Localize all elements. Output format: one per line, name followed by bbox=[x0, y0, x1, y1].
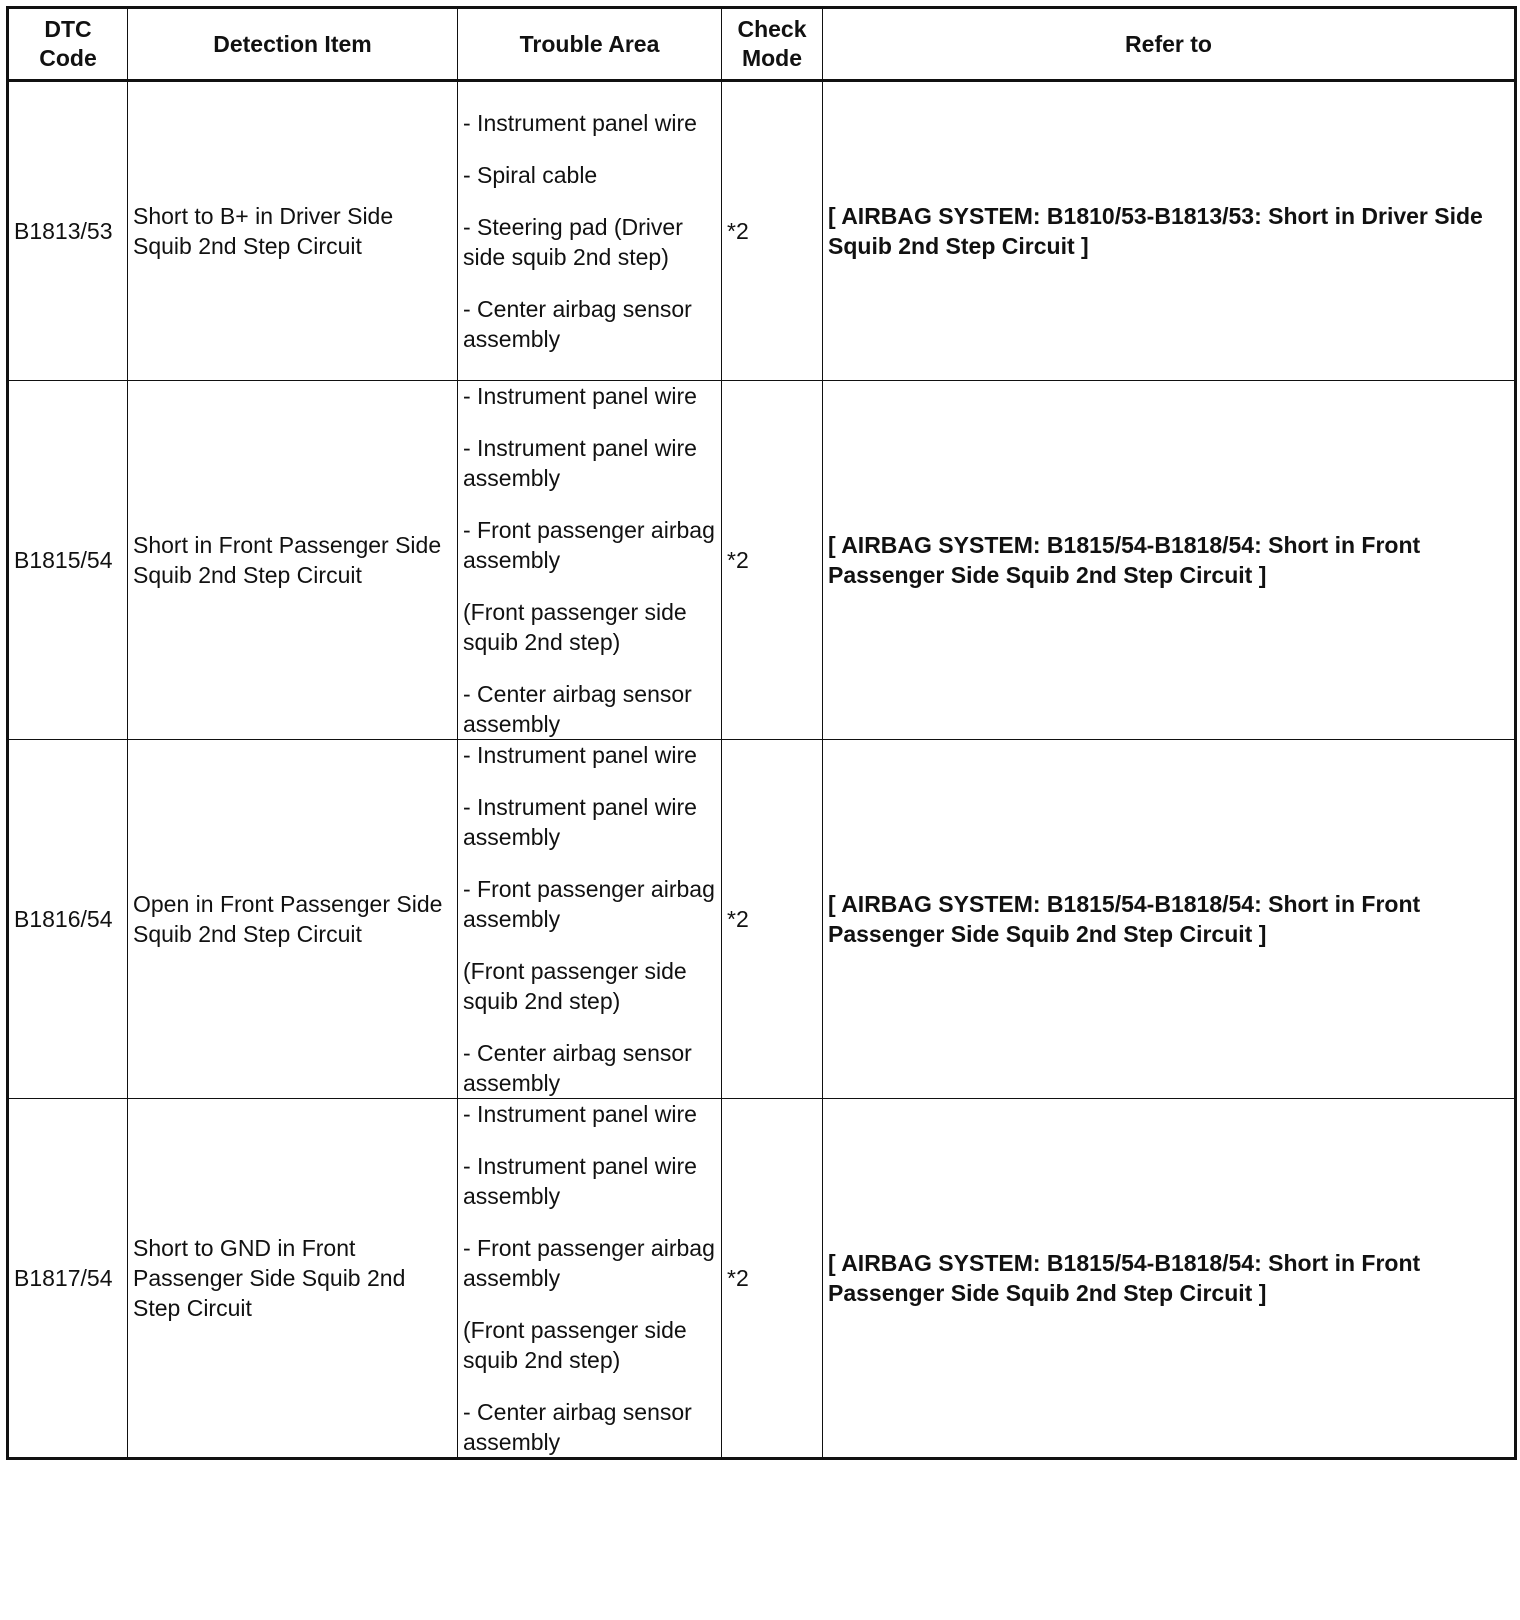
table-row bbox=[8, 1099, 1516, 1459]
dtc-code-cell: B1816/54 bbox=[8, 740, 128, 1099]
detection-item-cell: Open in Front Passenger Side Squib 2nd Step Circuit bbox=[128, 740, 458, 1099]
detection-item-cell: Short to GND in Front Passenger Side Squib 2nd Step Circuit bbox=[128, 1099, 458, 1459]
trouble-area-item: - Center airbag sensor assembly bbox=[463, 1040, 692, 1096]
dtc-code-cell: B1817/54 bbox=[8, 1099, 128, 1459]
detection-item-cell: Short in Front Passenger Side Squib 2nd Step Circuit bbox=[128, 381, 458, 740]
check-mode-cell: *2 bbox=[722, 740, 823, 1099]
check-mode-cell: *2 bbox=[722, 381, 823, 740]
header-check-mode bbox=[722, 8, 823, 81]
trouble-area-item: (Front passenger side squib 2nd step) bbox=[463, 958, 687, 1014]
trouble-area-item: - Instrument panel wire bbox=[463, 742, 697, 768]
header-refer-to: Refer to bbox=[823, 8, 1516, 81]
trouble-area-item: - Instrument panel wire bbox=[463, 383, 697, 409]
refer-to-link[interactable]: [ AIRBAG SYSTEM: B1815/54-B1818/54: Short in Front Passenger Side Squib 2nd Step Circuit ] bbox=[823, 740, 1516, 1099]
trouble-area-cell bbox=[458, 81, 722, 381]
trouble-area-item: - Instrument panel wire assembly bbox=[463, 435, 697, 491]
trouble-area-item: - Front passenger airbag assembly bbox=[463, 517, 715, 573]
dtc-table bbox=[6, 6, 1517, 1460]
header-detection-item: Detection Item bbox=[128, 8, 458, 81]
check-mode-cell: *2 bbox=[722, 81, 823, 381]
header-dtc-code-line-2: Code bbox=[39, 45, 97, 71]
trouble-area-item: - Front passenger airbag assembly bbox=[463, 876, 715, 932]
header-check-mode-line-1: Check bbox=[737, 16, 807, 42]
header-dtc-code bbox=[8, 8, 128, 81]
check-mode-cell: *2 bbox=[722, 1099, 823, 1459]
detection-item-cell: Short to B+ in Driver Side Squib 2nd Step Circuit bbox=[128, 81, 458, 381]
trouble-area-cell bbox=[458, 740, 722, 1099]
trouble-area-item: - Front passenger airbag assembly bbox=[463, 1235, 715, 1291]
header-check-mode-line-2: Mode bbox=[741, 45, 803, 71]
refer-to-link[interactable]: [ AIRBAG SYSTEM: B1810/53-B1813/53: Short in Driver Side Squib 2nd Step Circuit ] bbox=[823, 81, 1516, 381]
dtc-code-cell: B1813/53 bbox=[8, 81, 128, 381]
refer-to-link[interactable]: [ AIRBAG SYSTEM: B1815/54-B1818/54: Short in Front Passenger Side Squib 2nd Step Circuit ] bbox=[823, 381, 1516, 740]
trouble-area-item: - Instrument panel wire bbox=[463, 1101, 697, 1127]
trouble-area-cell bbox=[458, 381, 722, 740]
trouble-area-item: (Front passenger side squib 2nd step) bbox=[463, 1317, 687, 1373]
header-trouble-area: Trouble Area bbox=[458, 8, 722, 81]
trouble-area-item: - Instrument panel wire bbox=[463, 110, 697, 136]
trouble-area-item: (Front passenger side squib 2nd step) bbox=[463, 599, 687, 655]
trouble-area-item: - Center airbag sensor assembly bbox=[463, 296, 692, 352]
trouble-area-item: - Center airbag sensor assembly bbox=[463, 681, 692, 737]
dtc-code-cell: B1815/54 bbox=[8, 381, 128, 740]
refer-to-link[interactable]: [ AIRBAG SYSTEM: B1815/54-B1818/54: Short in Front Passenger Side Squib 2nd Step Circuit ] bbox=[823, 1099, 1516, 1459]
table-row bbox=[8, 81, 1516, 381]
trouble-area-item: - Spiral cable bbox=[463, 162, 598, 188]
trouble-area-cell bbox=[458, 1099, 722, 1459]
header-dtc-code-line-1: DTC bbox=[44, 16, 92, 42]
trouble-area-item: - Center airbag sensor assembly bbox=[463, 1399, 692, 1455]
trouble-area-item: - Steering pad (Driver side squib 2nd step) bbox=[463, 214, 683, 270]
trouble-area-item: - Instrument panel wire assembly bbox=[463, 794, 697, 850]
dtc-table-container bbox=[6, 6, 1514, 1460]
table-row bbox=[8, 740, 1516, 1099]
table-header-row bbox=[8, 8, 1516, 81]
table-row bbox=[8, 381, 1516, 740]
trouble-area-item: - Instrument panel wire assembly bbox=[463, 1153, 697, 1209]
